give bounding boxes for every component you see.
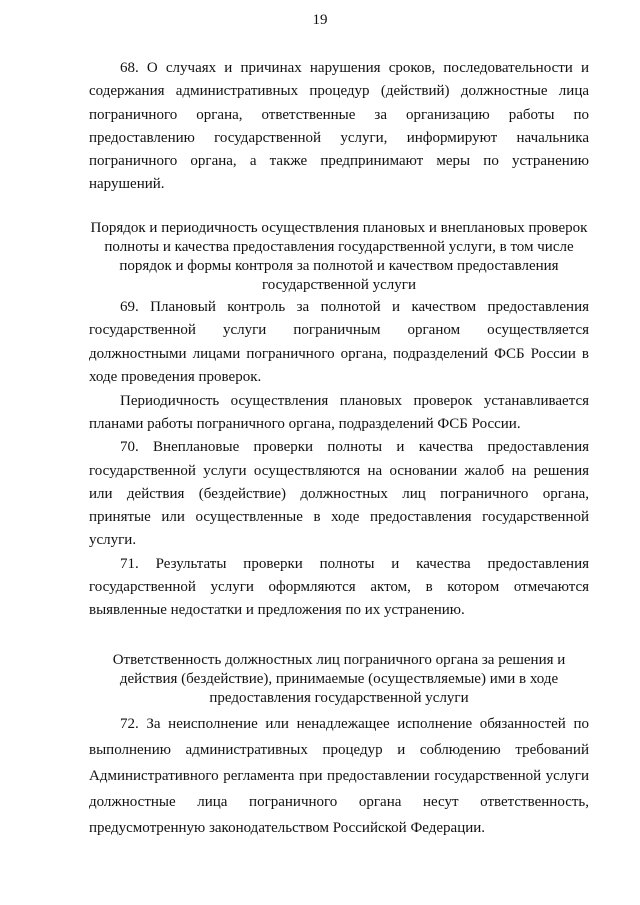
paragraph-70: 70. Внеплановые проверки полноты и качества предоставления государственной услуги осуществляются на основании жалоб на решения или действия (бездействие) должностных лиц пограничного органа, принятые или осуществленные в ходе предоставления государственной услуги. bbox=[89, 439, 589, 549]
paragraph-72-block bbox=[89, 711, 589, 841]
section-heading-inspections-block bbox=[89, 219, 589, 295]
section-heading-responsibility-block bbox=[89, 651, 589, 708]
paragraphs-69-71-block bbox=[89, 296, 589, 623]
paragraph-69: 69. Плановый контроль за полнотой и качеством предоставления государственной услуги пограничным органом осуществляется должностными лицами пограничного органа, подразделений ФСБ России в ходе проведения проверок. bbox=[89, 299, 589, 385]
paragraph-68: 68. О случаях и причинах нарушения сроков, последовательности и содержания административных процедур (действий) должностные лица пограничного органа, ответственные за организацию работы по предоставлению государственной услуги, информируют начальника пограничного органа, а также предпринимают меры по устранению нарушений. bbox=[89, 60, 589, 193]
page-number: 19 bbox=[312, 12, 328, 28]
section-heading-inspections: Порядок и периодичность осуществления плановых и внеплановых проверок полноты и качества предоставления государственной услуги, в том числе порядок и формы контроля за полнотой и качеством предоставления государственной услуги bbox=[90, 220, 588, 293]
section-heading-responsibility: Ответственность должностных лиц пограничного органа за решения и действия (бездействие), принимаемые (осуществляемые) ими в ходе предоставления государственной услуги bbox=[112, 652, 566, 706]
paragraph-71: 71. Результаты проверки полноты и качества предоставления государственной услуги оформляются актом, в котором отмечаются выявленные недостатки и предложения по их устранению. bbox=[89, 555, 589, 619]
paragraph-72: 72. За неисполнение или ненадлежащее исполнение обязанностей по выполнению административных процедур и соблюдению требований Административного регламента при предоставлении государственной услуги должностные лица пограничного органа несут ответственность, предусмотренную законодательством Российской Федерации. bbox=[89, 716, 589, 836]
paragraph-69-periodicity: Периодичность осуществления плановых проверок устанавливается планами работы пограничного органа, подразделений ФСБ России. bbox=[89, 392, 589, 432]
paragraph-68-block bbox=[89, 57, 589, 197]
